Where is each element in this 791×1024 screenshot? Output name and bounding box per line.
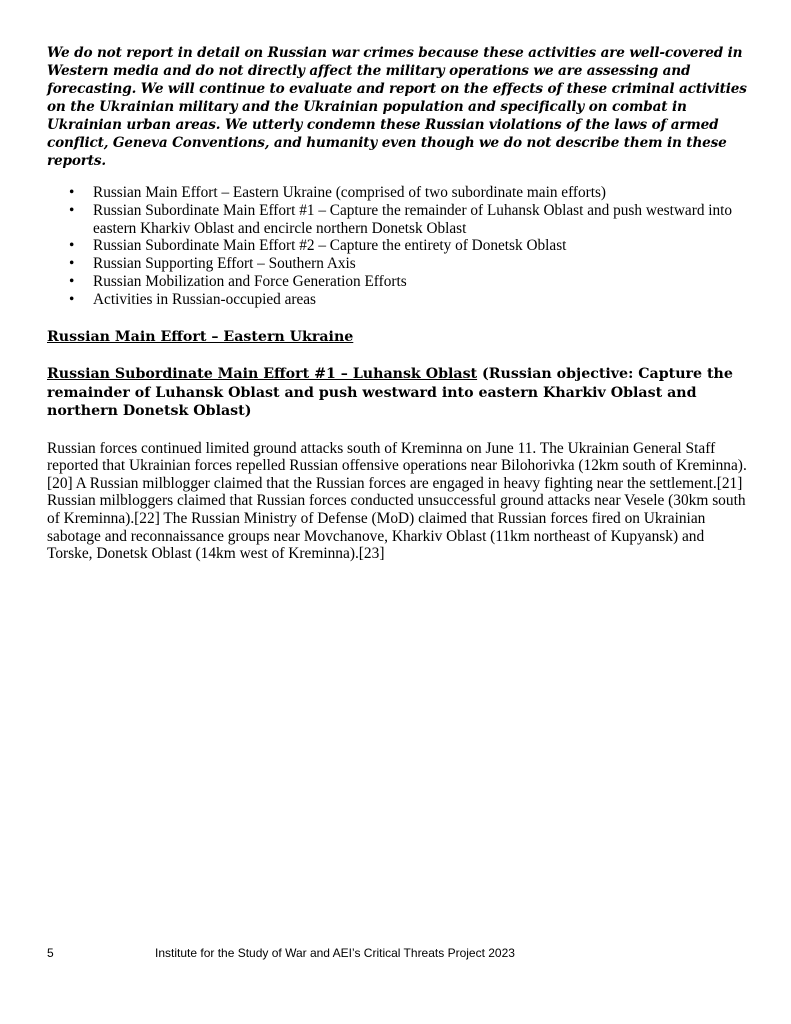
body-paragraph: Russian forces continued limited ground attacks south of Kreminna on June 11. The Ukrainian General Staff reported that Ukrainian forces repelled Russian offensive operations near Bilohorivka (12km south of Kreminna).[20] A Russian milblogger claimed that the Russian forces are engaged in heavy fighting near the settlement.[21] Russian milbloggers claimed that Russian forces conducted unsuccessful ground attacks near Vesele (30km south of Kreminna).[22] The Russian Ministry of Defense (MoD) claimed that Russian forces fired on Ukrainian sabotage and reconnaissance groups near Movchanove, Kharkiv Oblast (11km northeast of Kupyansk) and Torske, Donetsk Oblast (14km west of Kreminna).[23]: [47, 439, 747, 563]
list-item: [69, 237, 747, 255]
document-page: [47, 44, 747, 563]
sub-effort-title: Russian Subordinate Main Effort #1 – Luhansk Oblast: [47, 366, 478, 383]
footer-text: Institute for the Study of War and AEI’s Critical Threats Project 2023: [155, 946, 515, 960]
list-item-text: Russian Subordinate Main Effort #1 – Capture the remainder of Luhansk Oblast and push westward into eastern Kharkiv Oblast and encircle northern Donetsk Oblast: [93, 201, 733, 237]
sub-effort-heading: [47, 365, 747, 421]
list-item-text: Russian Mobilization and Force Generation Efforts: [93, 272, 407, 290]
bullet-icon: •: [69, 201, 75, 219]
bullet-icon: •: [69, 290, 75, 308]
effort-list: [47, 184, 747, 309]
list-item: [69, 272, 747, 291]
list-item: [69, 184, 747, 202]
list-item-text: Activities in Russian-occupied areas: [93, 290, 317, 308]
list-item-text: Russian Subordinate Main Effort #2 – Capture the entirety of Donetsk Oblast: [93, 237, 567, 255]
sub-effort-objective: (Russian objective: Capture the remainder of Luhansk Oblast and push westward into eastern Kharkiv Oblast and northern Donetsk Oblast): [47, 366, 733, 420]
bullet-icon: •: [69, 255, 75, 273]
list-item: [69, 201, 747, 238]
bullet-icon: •: [69, 272, 75, 290]
main-effort-heading: [47, 328, 747, 347]
list-item-text: Russian Main Effort – Eastern Ukraine (comprised of two subordinate main efforts): [93, 184, 607, 201]
list-item: [69, 255, 747, 273]
bullet-icon: •: [69, 184, 75, 201]
bullet-icon: •: [69, 237, 75, 255]
list-item-text: Russian Supporting Effort – Southern Axis: [93, 255, 356, 273]
page-number: 5: [47, 946, 54, 960]
main-effort-heading-text: Russian Main Effort – Eastern Ukraine: [47, 328, 354, 345]
list-item: [69, 290, 747, 309]
war-crimes-disclaimer: We do not report in detail on Russian war crimes because these activities are well-covered in Western media and do not directly affect the military operations we are assessing and forecasting. We will continue to evaluate and report on the effects of these criminal activities on the Ukrainian military and the Ukrainian population and specifically on combat in Ukrainian urban areas. We utterly condemn these Russian violations of the laws of armed conflict, Geneva Conventions, and humanity even though we do not describe them in these reports.: [47, 45, 747, 169]
page-footer: [47, 945, 515, 961]
